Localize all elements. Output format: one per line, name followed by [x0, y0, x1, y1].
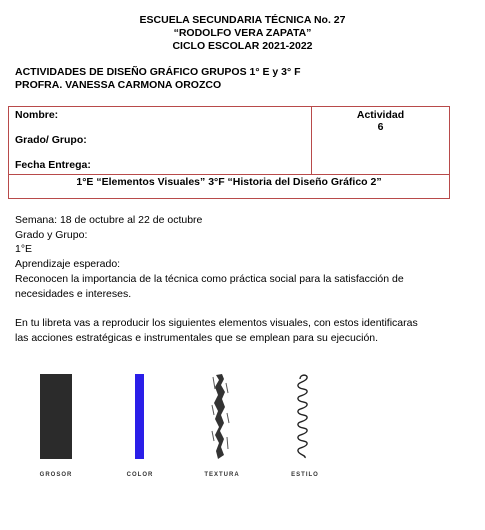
grado-grupo-label: Grado/ Grupo: [15, 134, 87, 146]
activities-title: ACTIVIDADES DE DISEÑO GRÁFICO GRUPOS 1° E y 3° F [15, 66, 301, 78]
expected-learning-label: Aprendizaje esperado: [15, 258, 121, 270]
groups-topics-line: 1°E “Elementos Visuales” 3°F “Historia del Diseño Gráfico 2” [76, 176, 382, 188]
fecha-entrega-label: Fecha Entrega: [15, 159, 91, 171]
color-bar [135, 374, 144, 459]
school-name: ESCUELA SECUNDARIA TÉCNICA No. 27 [139, 14, 346, 26]
grosor-bar [40, 374, 72, 459]
grade-group-value: 1°E [15, 243, 33, 255]
texture-stroke [214, 374, 225, 459]
student-info-table [8, 106, 450, 199]
school-cycle: CICLO ESCOLAR 2021-2022 [172, 40, 313, 52]
visual-elements-illustration [0, 365, 485, 470]
nombre-label: Nombre: [15, 109, 59, 121]
week-line: Semana: 18 de octubre al 22 de octubre [15, 214, 203, 226]
color-caption: COLOR [126, 472, 154, 478]
actividad-number: 6 [377, 121, 384, 133]
grade-group-label: Grado y Grupo: [15, 229, 88, 241]
style-loops [298, 375, 307, 458]
grosor-caption: GROSOR [39, 472, 73, 478]
teacher-name: PROFRA. VANESSA CARMONA OROZCO [15, 79, 222, 91]
textura-caption: TEXTURA [204, 472, 240, 478]
expected-learning-line-2: necesidades e intereses. [15, 288, 132, 300]
actividad-label: Actividad [356, 109, 405, 121]
instructions-line-2: las acciones estratégicas e instrumentales que se emplean para su ejecución. [15, 332, 379, 344]
expected-learning-line-1: Reconocen la importancia de la técnica como práctica social para la satisfacción de [15, 273, 404, 285]
table-divider-horizontal [9, 174, 449, 175]
school-honoree: “RODOLFO VERA ZAPATA” [173, 27, 312, 39]
instructions-line-1: En tu libreta vas a reproducir los siguientes elementos visuales, con estos identificaras [15, 317, 418, 329]
estilo-caption: ESTILO [291, 472, 319, 478]
